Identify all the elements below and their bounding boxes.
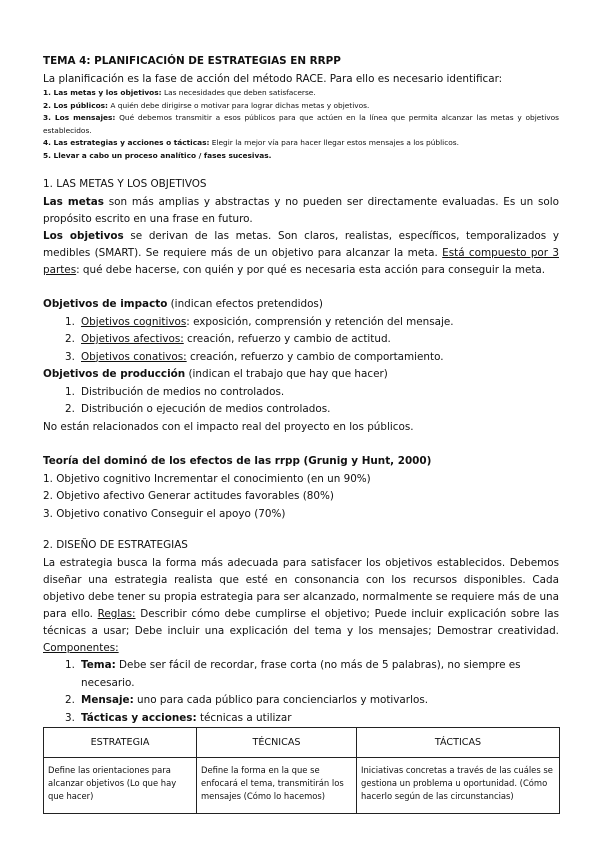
document-page — [43, 55, 559, 814]
list-item — [43, 384, 559, 402]
step-item — [43, 137, 559, 150]
item-number: 1. — [65, 385, 75, 398]
objetivos-paragraph — [43, 228, 559, 279]
componentes-label: Componentes: — [43, 642, 119, 654]
item-label: Tema: — [81, 659, 116, 671]
metas-text: son más amplias y abstractas y no pueden ser directamente evaluadas. Es un solo propósito escrito en una frase en futuro. — [43, 196, 559, 225]
objetivos-end: : qué debe hacerse, con quién y por qué es necesaria esta acción para conseguir la meta. — [76, 264, 546, 276]
produccion-note: No están relacionados con el impacto real del proyecto en los públicos. — [43, 420, 414, 433]
impacto-text: (indican efectos pretendidos) — [167, 298, 323, 310]
impacto-heading — [43, 296, 559, 314]
step-item — [43, 150, 559, 163]
componentes-list — [43, 657, 559, 727]
list-item — [43, 331, 559, 349]
item-text: : exposición, comprensión y retención del mensaje. — [186, 315, 454, 328]
step-text: Qué debemos transmitir a esos públicos para que actúen en la línea que permita alcanzar las metas y objetivos establecidos. — [43, 113, 559, 135]
objetivos-label: Los objetivos — [43, 230, 124, 242]
step-label: 3. Los mensajes: — [43, 113, 116, 122]
diseno-text-b: Describir cómo debe cumplirse el objetivo; Puede incluir explicación sobre las técnicas a usar; Debe incluir una explicación del tema y los mensajes; Demostrar creatividad. — [43, 608, 559, 637]
step-label: 1. Las metas y los objetivos: — [43, 88, 162, 97]
section-heading-metas: 1. LAS METAS Y LOS OBJETIVOS — [43, 178, 207, 190]
domino-heading — [43, 453, 559, 471]
list-item — [43, 314, 559, 332]
strategy-table — [43, 727, 560, 814]
list-item — [43, 692, 559, 710]
item-number: 2. — [65, 694, 75, 706]
item-text: Debe ser fácil de recordar, frase corta (no más de 5 palabras), no siempre es necesario. — [81, 659, 521, 689]
domino-line: 3. Objetivo conativo Conseguir el apoyo (70%) — [43, 507, 286, 520]
step-item — [43, 112, 559, 137]
list-item — [43, 401, 559, 419]
item-term: Objetivos afectivos: — [81, 333, 184, 345]
list-item — [43, 710, 559, 728]
intro-text: La planificación es la fase de acción del método RACE. Para ello es necesario identificar: — [43, 73, 503, 85]
item-label: Mensaje: — [81, 694, 134, 706]
item-number: 2. — [65, 403, 75, 415]
impacto-label: Objetivos de impacto — [43, 298, 168, 310]
item-number: 3. — [65, 711, 75, 724]
domino-line: 2. Objetivo afectivo Generar actitudes favorables (80%) — [43, 490, 334, 502]
item-text: Distribución de medios no controlados. — [81, 385, 285, 398]
item-number: 1. — [65, 315, 75, 328]
table-cell: Iniciativas concretas a través de las cuáles se gestiona un problema u oportunidad. (Cómo hacerlo según de las circunstancias) — [357, 758, 560, 814]
table-row — [44, 758, 560, 814]
step-label: 5. Llevar a cabo un proceso analítico / fases sucesivas. — [43, 150, 272, 160]
produccion-text: (indican el trabajo que hay que hacer) — [185, 368, 388, 380]
item-text: uno para cada público para concienciarlos y motivarlos. — [133, 694, 429, 706]
domino-title: Teoría del dominó de los efectos de las rrpp (Grunig y Hunt, 2000) — [43, 455, 432, 467]
step-text: A quién debe dirigirse o motivar para lograr dichas metas y objetivos. — [108, 100, 370, 110]
table-cell: Define las orientaciones para alcanzar objetivos (Lo que hay que hacer) — [44, 758, 197, 814]
list-item — [43, 657, 559, 692]
list-item — [43, 349, 559, 367]
domino-line: 1. Objetivo cognitivo Incrementar el conocimiento (en un 90%) — [43, 472, 371, 485]
metas-label: Las metas — [43, 196, 104, 208]
table-cell: Define la forma en la que se enfocará el tema, transmitirán los mensajes (Cómo lo hacemos) — [197, 758, 357, 814]
item-number: 2. — [65, 333, 75, 345]
page-title: TEMA 4: PLANIFICACIÓN DE ESTRATEGIAS EN RRPP — [43, 55, 341, 67]
step-text: Las necesidades que deben satisfacerse. — [161, 88, 316, 97]
step-text: Elegir la mejor vía para hacer llegar estos mensajes a los públicos. — [209, 138, 459, 147]
item-text: creación, refuerzo y cambio de comportamiento. — [186, 350, 444, 363]
step-label: 2. Los públicos: — [43, 100, 109, 110]
diseno-text-a: La estrategia busca la forma más adecuada para satisfacer los objetivos establecidos. Debemos diseñar una estrategia realista que esté en consonancia con los recursos disponibles. Cada objetivo debe tener su propia estrategia para ser alcanzado, normalmente se requiere más de una para ello. — [43, 557, 559, 620]
item-text: Distribución o ejecución de medios controlados. — [81, 403, 331, 415]
objetivos-underlined: Está compuesto por 3 partes — [43, 247, 559, 276]
item-text: técnicas a utilizar — [196, 711, 292, 724]
produccion-list — [43, 384, 559, 419]
item-number: 3. — [65, 350, 75, 363]
section-heading-diseno: 2. DISEÑO DE ESTRATEGIAS — [43, 539, 188, 551]
item-number: 1. — [65, 659, 75, 671]
step-item — [43, 100, 559, 113]
item-term: Objetivos cognitivos — [81, 315, 187, 328]
step-item — [43, 87, 559, 100]
objetivos-text: se derivan de las metas. Son claros, realistas, específicos, temporalizados y medibles (SMART). Se requiere más de un objetivo para alcanzar la meta. — [43, 230, 559, 259]
table-header: ESTRATEGIA — [44, 728, 197, 758]
item-term: Objetivos conativos: — [81, 350, 187, 363]
metas-paragraph — [43, 194, 559, 228]
produccion-label: Objetivos de producción — [43, 368, 186, 380]
reglas-label: Reglas: — [97, 608, 136, 620]
table-header: TÉCNICAS — [197, 728, 357, 758]
impacto-list — [43, 314, 559, 367]
table-header: TÁCTICAS — [357, 728, 560, 758]
item-label: Tácticas y acciones: — [81, 711, 197, 724]
step-label: 4. Las estrategias y acciones o tácticas: — [43, 138, 210, 147]
diseno-paragraph — [43, 555, 559, 657]
item-text: creación, refuerzo y cambio de actitud. — [183, 333, 391, 345]
steps-list — [43, 87, 559, 162]
produccion-heading — [43, 366, 559, 384]
table-header-row — [44, 728, 560, 758]
